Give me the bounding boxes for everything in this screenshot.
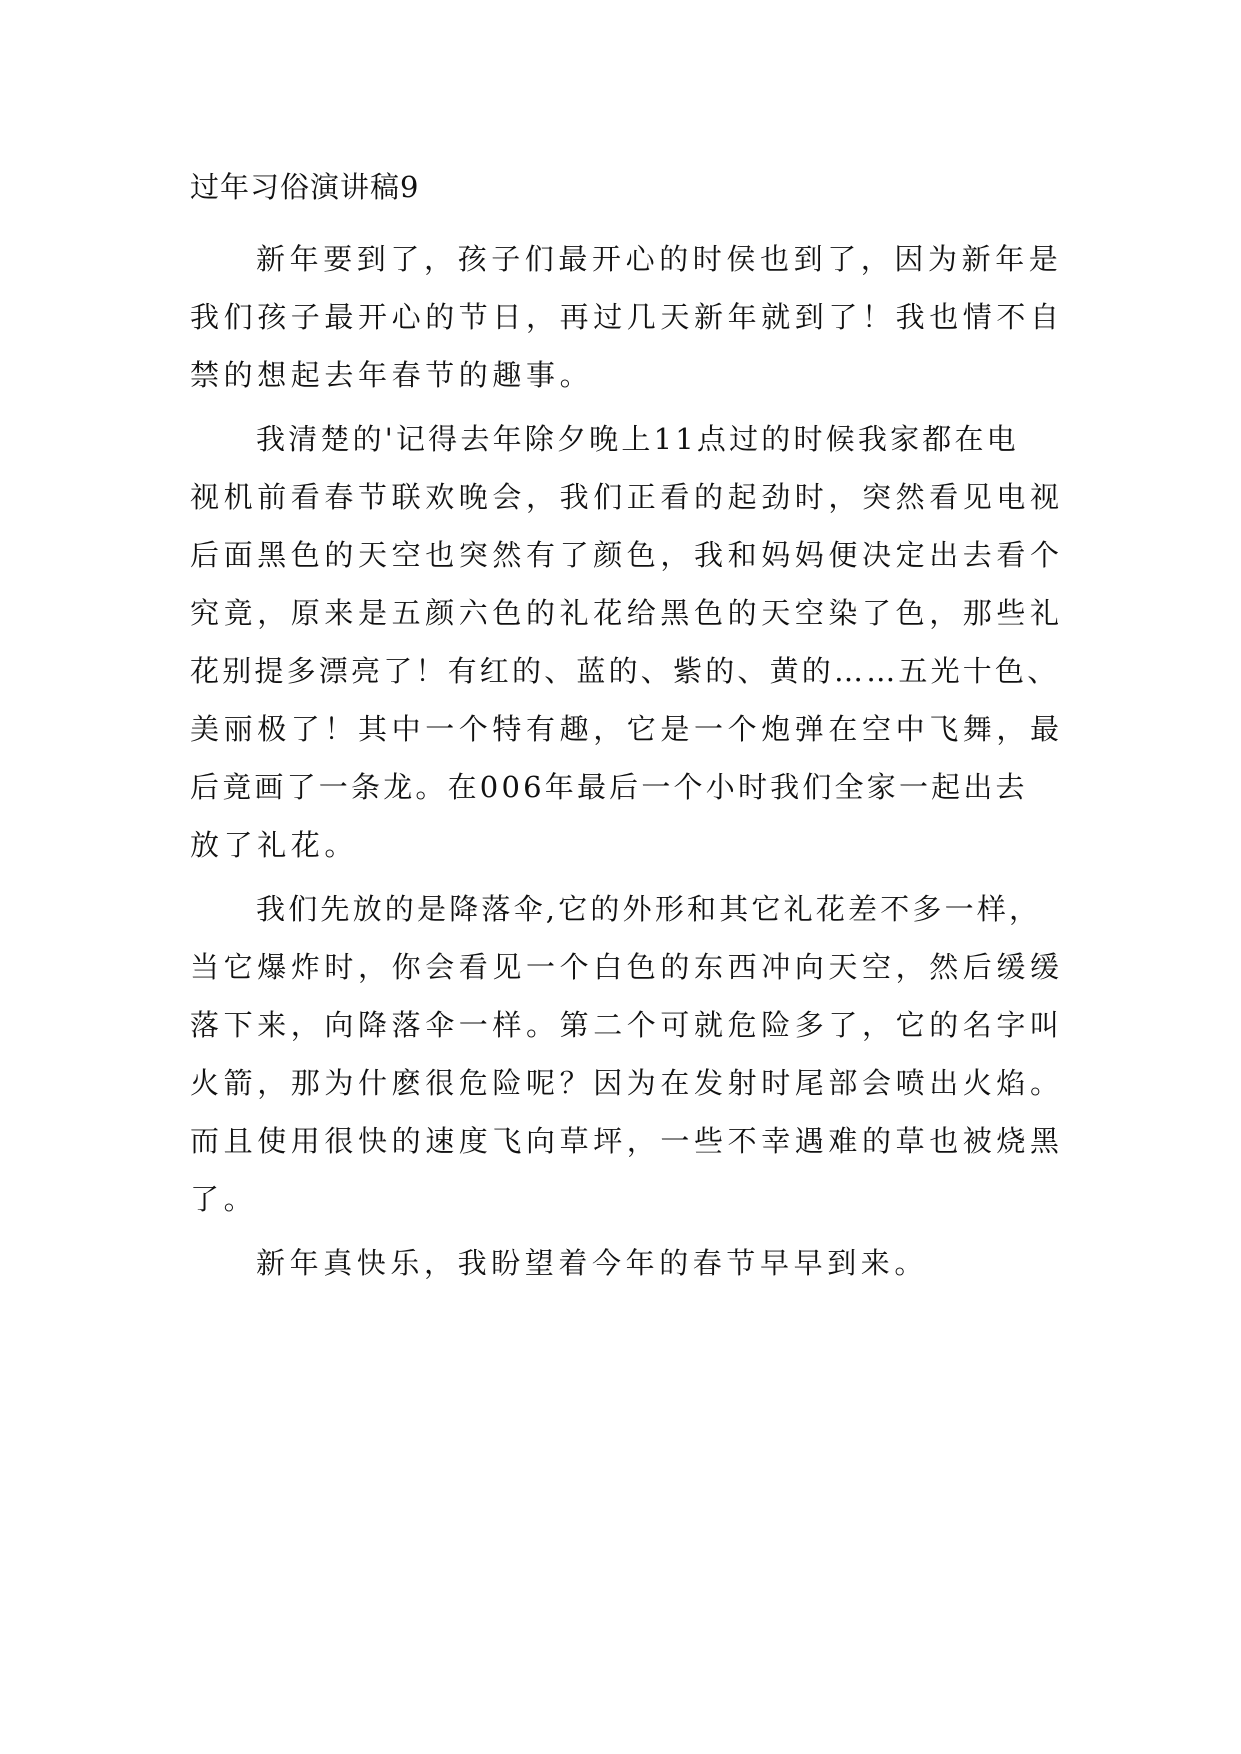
paragraph-line: 究竟，原来是五颜六色的礼花给黑色的天空染了色，那些礼 (190, 596, 1064, 630)
paragraph-line: 新年要到了，孩子们最开心的时侯也到了，因为新年是 (256, 242, 1063, 276)
paragraph-line: 视机前看春节联欢晚会，我们正看的起劲时，突然看见电视 (190, 480, 1064, 514)
paragraph-line: 火箭，那为什麽很危险呢？因为在发射时尾部会喷出火焰。 (190, 1066, 1064, 1100)
paragraph-line: 放了礼花。 (190, 828, 359, 862)
paragraph-line: 美丽极了！其中一个特有趣，它是一个炮弹在空中飞舞，最 (190, 712, 1064, 746)
paragraph-line: 当它爆炸时，你会看见一个白色的东西冲向天空，然后缓缓 (190, 950, 1064, 984)
paragraph-line: 我们孩子最开心的节日，再过几天新年就到了！我也情不自 (190, 300, 1064, 334)
paragraph-line: 后竟画了一条龙。在006年最后一个小时我们全家一起出去 (190, 770, 1028, 804)
paragraph-line: 了。 (190, 1182, 258, 1216)
document-title: 过年习俗演讲稿9 (190, 170, 420, 204)
paragraph-line: 后面黑色的天空也突然有了颜色，我和妈妈便决定出去看个 (190, 538, 1064, 572)
paragraph-2 (190, 410, 1064, 874)
document-body (190, 158, 1064, 1292)
paragraph-3 (190, 880, 1064, 1228)
paragraph-line: 而且使用很快的速度飞向草坪，一些不幸遇难的草也被烧黑 (190, 1124, 1064, 1158)
paragraph-line: 落下来，向降落伞一样。第二个可就危险多了，它的名字叫 (190, 1008, 1064, 1042)
paragraph-line: 花别提多漂亮了！有红的、蓝的、紫的、黄的……五光十色、 (190, 654, 1060, 688)
paragraph-line: 我清楚的'记得去年除夕晚上11点过的时候我家都在电 (256, 422, 1019, 456)
paragraph-line: 禁的想起去年春节的趣事。 (190, 358, 594, 392)
paragraph-4 (190, 1234, 1060, 1292)
paragraph-line: 新年真快乐，我盼望着今年的春节早早到来。 (256, 1246, 929, 1280)
paragraph-line: 我们先放的是降落伞,它的外形和其它礼花差不多一样， (256, 892, 1042, 926)
paragraph-1 (190, 230, 1064, 404)
